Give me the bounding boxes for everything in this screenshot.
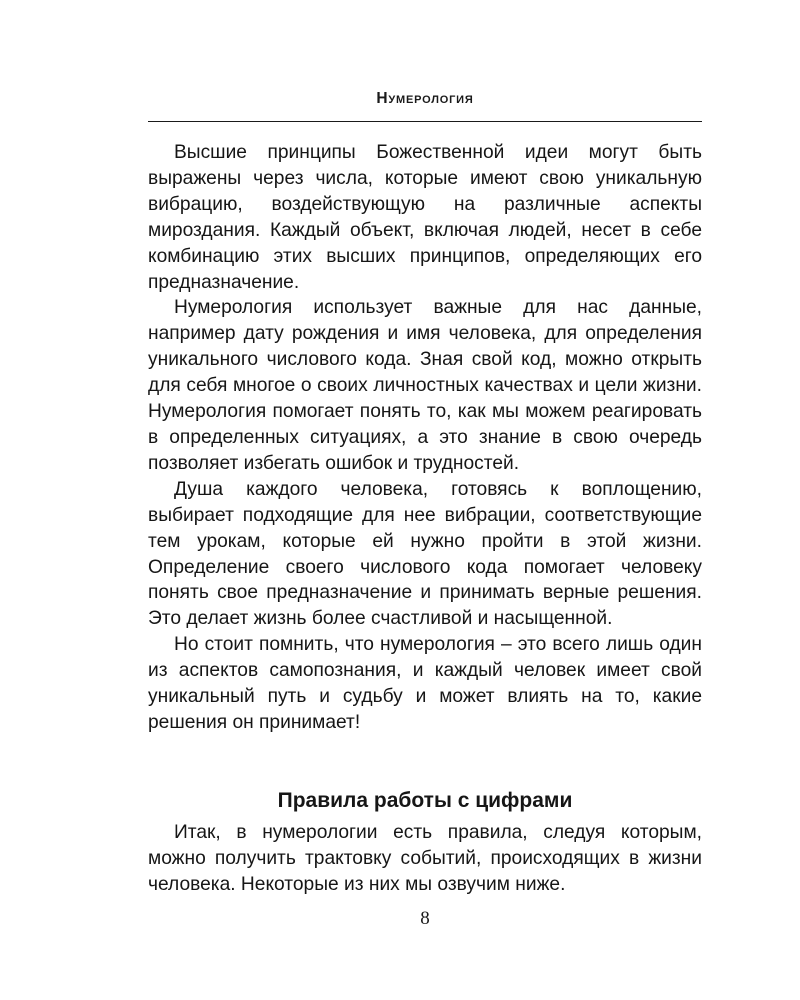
paragraph: Нумерология использует важные для нас данные, например дату рождения и имя человека, для определения уникального числового кода. Зная свой код, можно открыть для себя многое о своих личностных качествах и цели жизни. Нумерология помогает понять то, как мы можем реагировать в определенных ситуациях, а это знание в свою очередь позволяет избегать ошибок и трудностей. (148, 297, 702, 474)
page-number: 8 (420, 908, 430, 929)
section-text (148, 820, 702, 898)
paragraph: Итак, в нумерологии есть правила, следуя которым, можно получить трактовку событий, происходящих в жизни человека. Некоторые из них мы озвучим ниже. (148, 822, 702, 895)
paragraph: Душа каждого человека, готовясь к воплощению, выбирает подходящие для нее вибрации, соответствующие тем урокам, которые ей нужно пройти в этой жизни. Определение своего числового кода помогает человеку понять свое предназначение и принимать верные решения. Это делает жизнь более счастливой и насыщенной. (148, 478, 702, 630)
paragraph: Но стоит помнить, что нумерология – это всего лишь один из аспектов самопознания, и каждый человек имеет свой уникальный путь и судьбу и может влиять на то, какие решения он принимает! (148, 634, 702, 733)
paragraph: Высшие принципы Божественной идеи могут быть выражены через числа, которые имеют свою уникальную вибрацию, воздействующую на различные аспекты мироздания. Каждый объект, включая людей, несет в себе комбинацию этих высших принципов, определяющих его предназначение. (148, 142, 702, 293)
running-head-title: Нумерология (376, 90, 474, 107)
section-heading: Правила работы с цифрами (277, 789, 573, 812)
main-text (148, 140, 702, 736)
header-divider (148, 121, 702, 122)
